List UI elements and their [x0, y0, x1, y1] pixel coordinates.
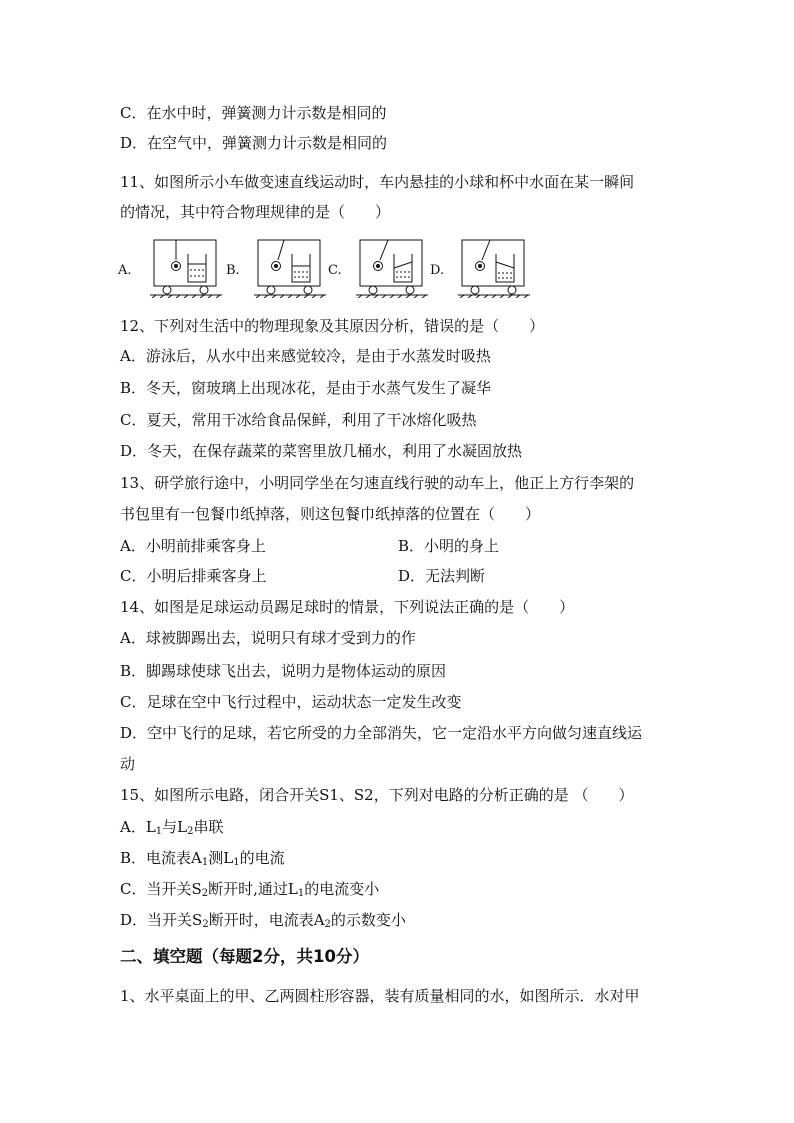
- q15-option-d: [120, 910, 406, 935]
- q14-option-b: B．脚踢球使球飞出去，说明力是物体运动的原因: [120, 662, 447, 680]
- q10-option-d: D．在空气中，弹簧测力计示数是相同的: [120, 134, 388, 152]
- q14-option-d-line2: 动: [120, 755, 136, 773]
- q12-option-c: C．夏天，常用干冰给食品保鲜，利用了干冰熔化吸热: [120, 411, 477, 429]
- figure-label-c: C.: [328, 263, 342, 278]
- q15c-sub-1: 2: [201, 888, 209, 899]
- q15b-sub-2: 1: [233, 857, 240, 868]
- q15b-text-3: 的电流: [239, 849, 285, 867]
- q15-option-c: [120, 879, 379, 904]
- q12-stem: 12、下列对生活中的物理现象及其原因分析，错误的是（ ）: [120, 317, 545, 335]
- q15c-text-1: C．当开关S: [120, 880, 202, 898]
- q15b-sub-1: 1: [201, 857, 209, 868]
- q15d-text-3: 的示数变小: [330, 911, 406, 929]
- q15-stem: 15、如图所示电路，闭合开关S1、S2，下列对电路的分析正确的是 （ ）: [120, 786, 634, 804]
- q11-stem-line2: 的情况，其中符合物理规律的是（ ）: [120, 203, 391, 221]
- q13-option-a: A．小明前排乘客身上: [120, 537, 266, 555]
- q15a-text-3: 串联: [193, 818, 224, 836]
- q13-option-c: C．小明后排乘客身上: [120, 567, 267, 585]
- q15d-text-2: 断开时，电流表A: [208, 911, 325, 929]
- q14-stem: 14、如图是足球运动员踢足球时的情景，下列说法正确的是（ ）: [120, 598, 575, 616]
- fill-q1-line1: 1、水平桌面上的甲、乙两圆柱形容器，装有质量相同的水，如图所示．水对甲: [120, 987, 640, 1005]
- q15a-text-2: 与L: [162, 818, 188, 836]
- q15c-sub-2: 1: [297, 888, 305, 899]
- cart-b: [254, 240, 326, 298]
- q14-option-c: C．足球在空中飞行过程中，运动状态一定发生改变: [120, 693, 462, 711]
- q15d-text-1: D．当开关S: [120, 911, 203, 929]
- q15d-sub-1: 2: [202, 919, 209, 930]
- q15a-sub-1: 1: [155, 826, 163, 837]
- q15a-text-1: A．L: [120, 818, 156, 836]
- figure-label-a: A.: [118, 263, 132, 278]
- q14-option-a: A．球被脚踢出去，说明只有球才受到力的作: [120, 629, 416, 647]
- q15a-sub-2: 2: [187, 826, 194, 837]
- cart-d: [458, 240, 530, 298]
- cart-a: [150, 240, 222, 298]
- q15-option-a: [120, 817, 224, 842]
- q13-option-d: D．无法判断: [398, 567, 486, 585]
- q14-option-d-line1: D．空中飞行的足球，若它所受的力全部消失，它一定沿水平方向做匀速直线运: [120, 724, 643, 742]
- section-heading-fill-blank: 二、填空题（每题2分，共10分）: [120, 947, 369, 966]
- figure-label-b: B.: [226, 263, 240, 278]
- q13-stem-line2: 书包里有一包餐巾纸掉落，则这包餐巾纸掉落的位置在（ ）: [120, 505, 541, 523]
- q15b-text-1: B．电流表A: [120, 849, 202, 867]
- q15d-sub-2: 2: [324, 919, 331, 930]
- q12-option-b: B．冬天，窗玻璃上出现冰花，是由于水蒸气发生了凝华: [120, 379, 492, 397]
- q12-option-a: A．游泳后，从水中出来感觉较冷，是由于水蒸发时吸热: [120, 347, 491, 365]
- q12-option-d: D．冬天，在保存蔬菜的菜窖里放几桶水，利用了水凝固放热: [120, 442, 523, 460]
- q13-stem-line1: 13、研学旅行途中，小明同学坐在匀速直线行驶的动车上，他正上方行李架的: [120, 474, 635, 492]
- q15c-text-2: 断开时,通过L: [208, 880, 298, 898]
- q15-option-b: [120, 848, 285, 873]
- q15c-text-3: 的电流变小: [304, 880, 380, 898]
- cart-c: [356, 240, 428, 298]
- figure-label-d: D.: [430, 263, 445, 278]
- cart-figure: [112, 236, 542, 298]
- q11-stem-line1: 11、如图所示小车做变速直线运动时，车内悬挂的小球和杯中水面在某一瞬间: [120, 173, 635, 191]
- q10-option-c: C．在水中时，弹簧测力计示数是相同的: [120, 104, 387, 122]
- q15b-text-2: 测L: [208, 849, 234, 867]
- q13-option-b: B．小明的身上: [398, 537, 500, 555]
